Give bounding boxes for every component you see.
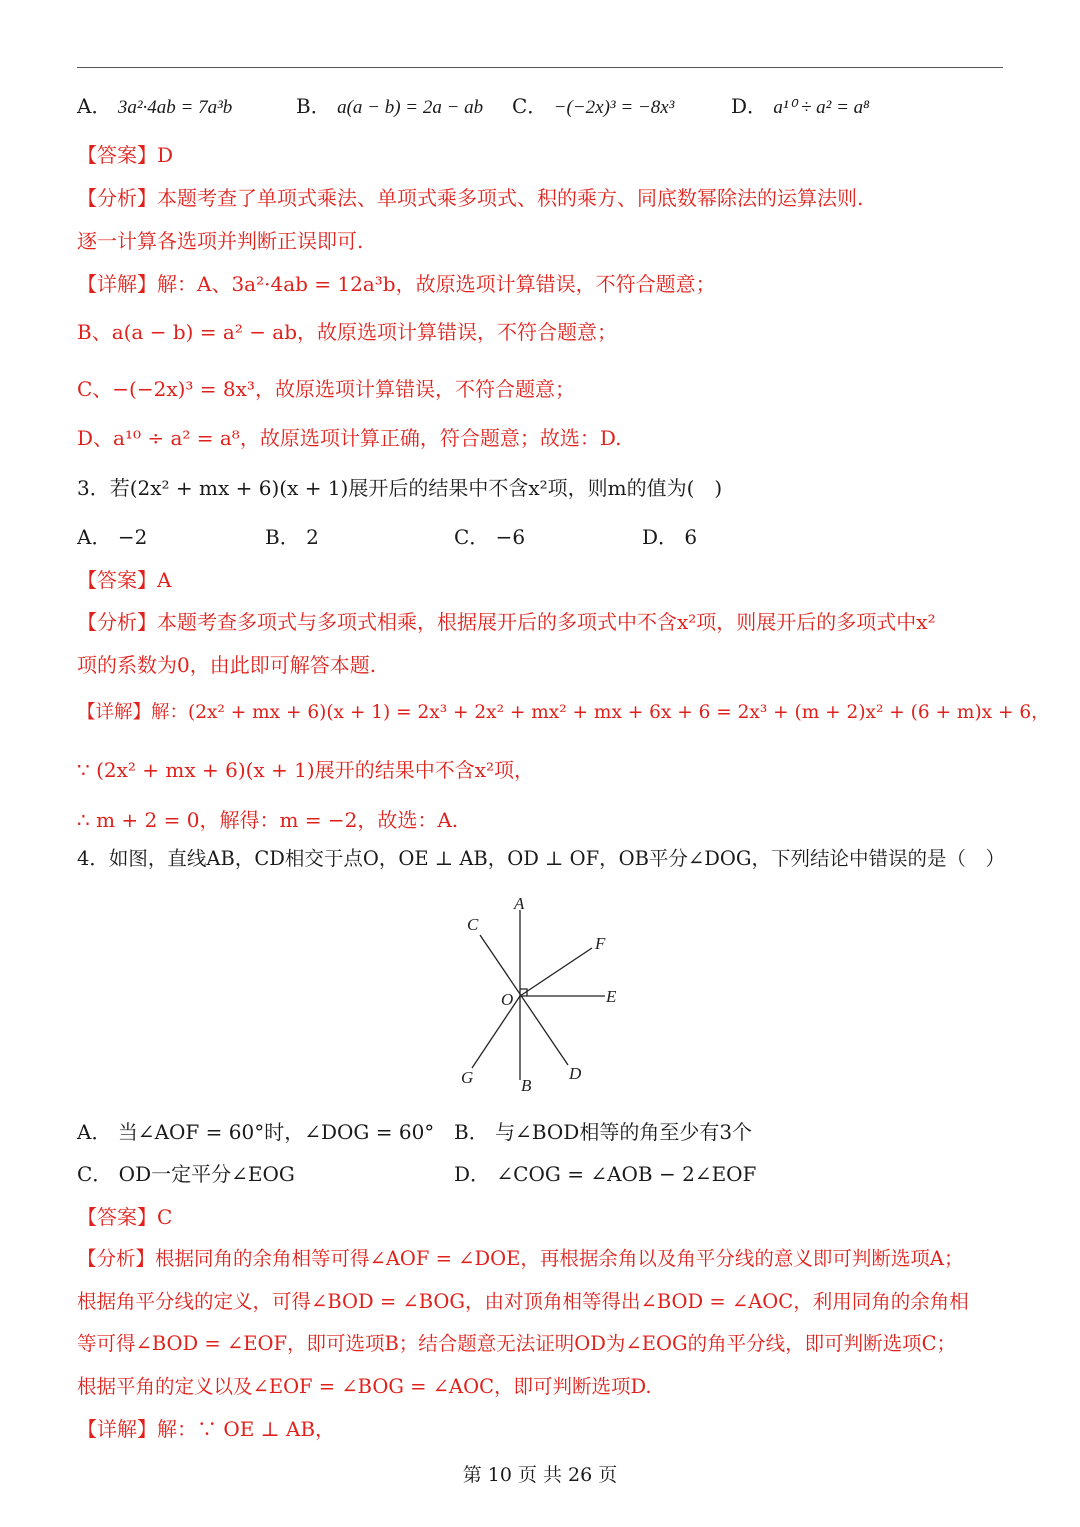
q3-detail-line-1: 【详解】解：(2x² + mx + 6)(x + 1) = 2x³ + 2x² + mx² + mx + 6x + 6 = 2x³ + (m + 2)x² + (6 + m)x + 6， xyxy=(77,702,1050,723)
q4-option-c: C． OD一定平分∠EOG xyxy=(77,1162,295,1186)
q2-detail-line-1: 【详解】解：A、3a²·4ab = 12a³b，故原选项计算错误，不符合题意； xyxy=(77,272,716,296)
q4-analysis-line-3: 等可得∠BOD = ∠EOF，即可选项B；结合题意无法证明OD为∠EOG的角平分线，即可判断选项C； xyxy=(77,1332,956,1355)
label-c: C xyxy=(467,915,479,934)
label-g: G xyxy=(461,1068,474,1087)
ray-of xyxy=(520,948,592,996)
q2-option-c: C． −(−2x)³ = −8x³ xyxy=(512,94,675,118)
header-rule xyxy=(77,67,1003,68)
label-f: F xyxy=(595,934,606,953)
q4-analysis-line-1: 【分析】根据同角的余角相等可得∠AOF = ∠DOE，再根据余角以及角平分线的意义即可判断选项A； xyxy=(77,1247,964,1270)
q2-detail-line-3: C、−(−2x)³ = 8x³，故原选项计算错误，不符合题意； xyxy=(77,377,575,401)
q2-analysis-line-1: 【分析】本题考查了单项式乘法、单项式乘多项式、积的乘方、同底数幂除法的运算法则. xyxy=(77,186,864,210)
q4-option-d: D． ∠COG = ∠AOB − 2∠EOF xyxy=(454,1162,757,1186)
q3-detail-line-2: ∵ (2x² + mx + 6)(x + 1)展开的结果中不含x²项， xyxy=(77,758,535,782)
label-o: O xyxy=(501,990,514,1009)
q2-option-a: A． 3a²·4ab = 7a³b xyxy=(77,94,233,118)
q3-option-a: A． −2 xyxy=(77,525,148,549)
q4-analysis-line-4: 根据平角的定义以及∠EOF = ∠BOG = ∠AOC，即可判断选项D. xyxy=(77,1375,652,1398)
q4-answer: 【答案】C xyxy=(77,1205,173,1229)
q3-option-b: B． 2 xyxy=(265,525,319,549)
q2-option-d: D． a¹⁰ ÷ a² = a⁸ xyxy=(731,94,870,118)
label-d: D xyxy=(569,1064,582,1083)
q4-option-a: A． 当∠AOF = 60°时，∠DOG = 60° xyxy=(77,1120,435,1144)
label-e: E xyxy=(606,987,617,1006)
q4-geometry-figure xyxy=(440,890,640,1100)
label-b: B xyxy=(521,1076,532,1095)
q2-answer: 【答案】D xyxy=(77,143,174,167)
line-cd xyxy=(480,935,568,1065)
q2-analysis-line-2: 逐一计算各选项并判断正误即可. xyxy=(77,229,364,253)
page-footer: 第 10 页 共 26 页 xyxy=(462,1464,618,1486)
q4-option-b: B． 与∠BOD相等的角至少有3个 xyxy=(454,1120,753,1144)
q3-option-c: C． −6 xyxy=(454,525,526,549)
q3-detail-line-3: ∴ m + 2 = 0，解得：m = −2，故选：A. xyxy=(77,808,459,832)
q3-analysis-line-2: 项的系数为0，由此即可解答本题. xyxy=(77,653,377,677)
q3-option-d: D． 6 xyxy=(642,525,698,549)
q2-detail-line-4: D、a¹⁰ ÷ a² = a⁸，故原选项计算正确，符合题意；故选：D. xyxy=(77,426,622,450)
q3-answer: 【答案】A xyxy=(77,568,172,592)
q3-stem: 3．若(2x² + mx + 6)(x + 1)展开后的结果中不含x²项，则m的值为( ) xyxy=(77,476,723,500)
q4-analysis-line-2: 根据角平分线的定义，可得∠BOD = ∠BOG，由对顶角相等得出∠BOD = ∠AOC，利用同角的余角相 xyxy=(77,1290,969,1313)
label-a: A xyxy=(514,894,525,913)
q4-stem: 4．如图，直线AB，CD相交于点O，OE ⊥ AB，OD ⊥ OF，OB平分∠DOG，下列结论中错误的是（ ） xyxy=(77,847,1005,870)
q2-option-b: B． a(a − b) = 2a − ab xyxy=(296,94,484,118)
q4-detail-line-1: 【详解】解：∵ OE ⊥ AB， xyxy=(77,1417,336,1441)
q3-analysis-line-1: 【分析】本题考查多项式与多项式相乘，根据展开后的多项式中不含x²项，则展开后的多项式中x² xyxy=(77,610,936,634)
q2-detail-line-2: B、a(a − b) = a² − ab，故原选项计算错误，不符合题意； xyxy=(77,320,618,344)
